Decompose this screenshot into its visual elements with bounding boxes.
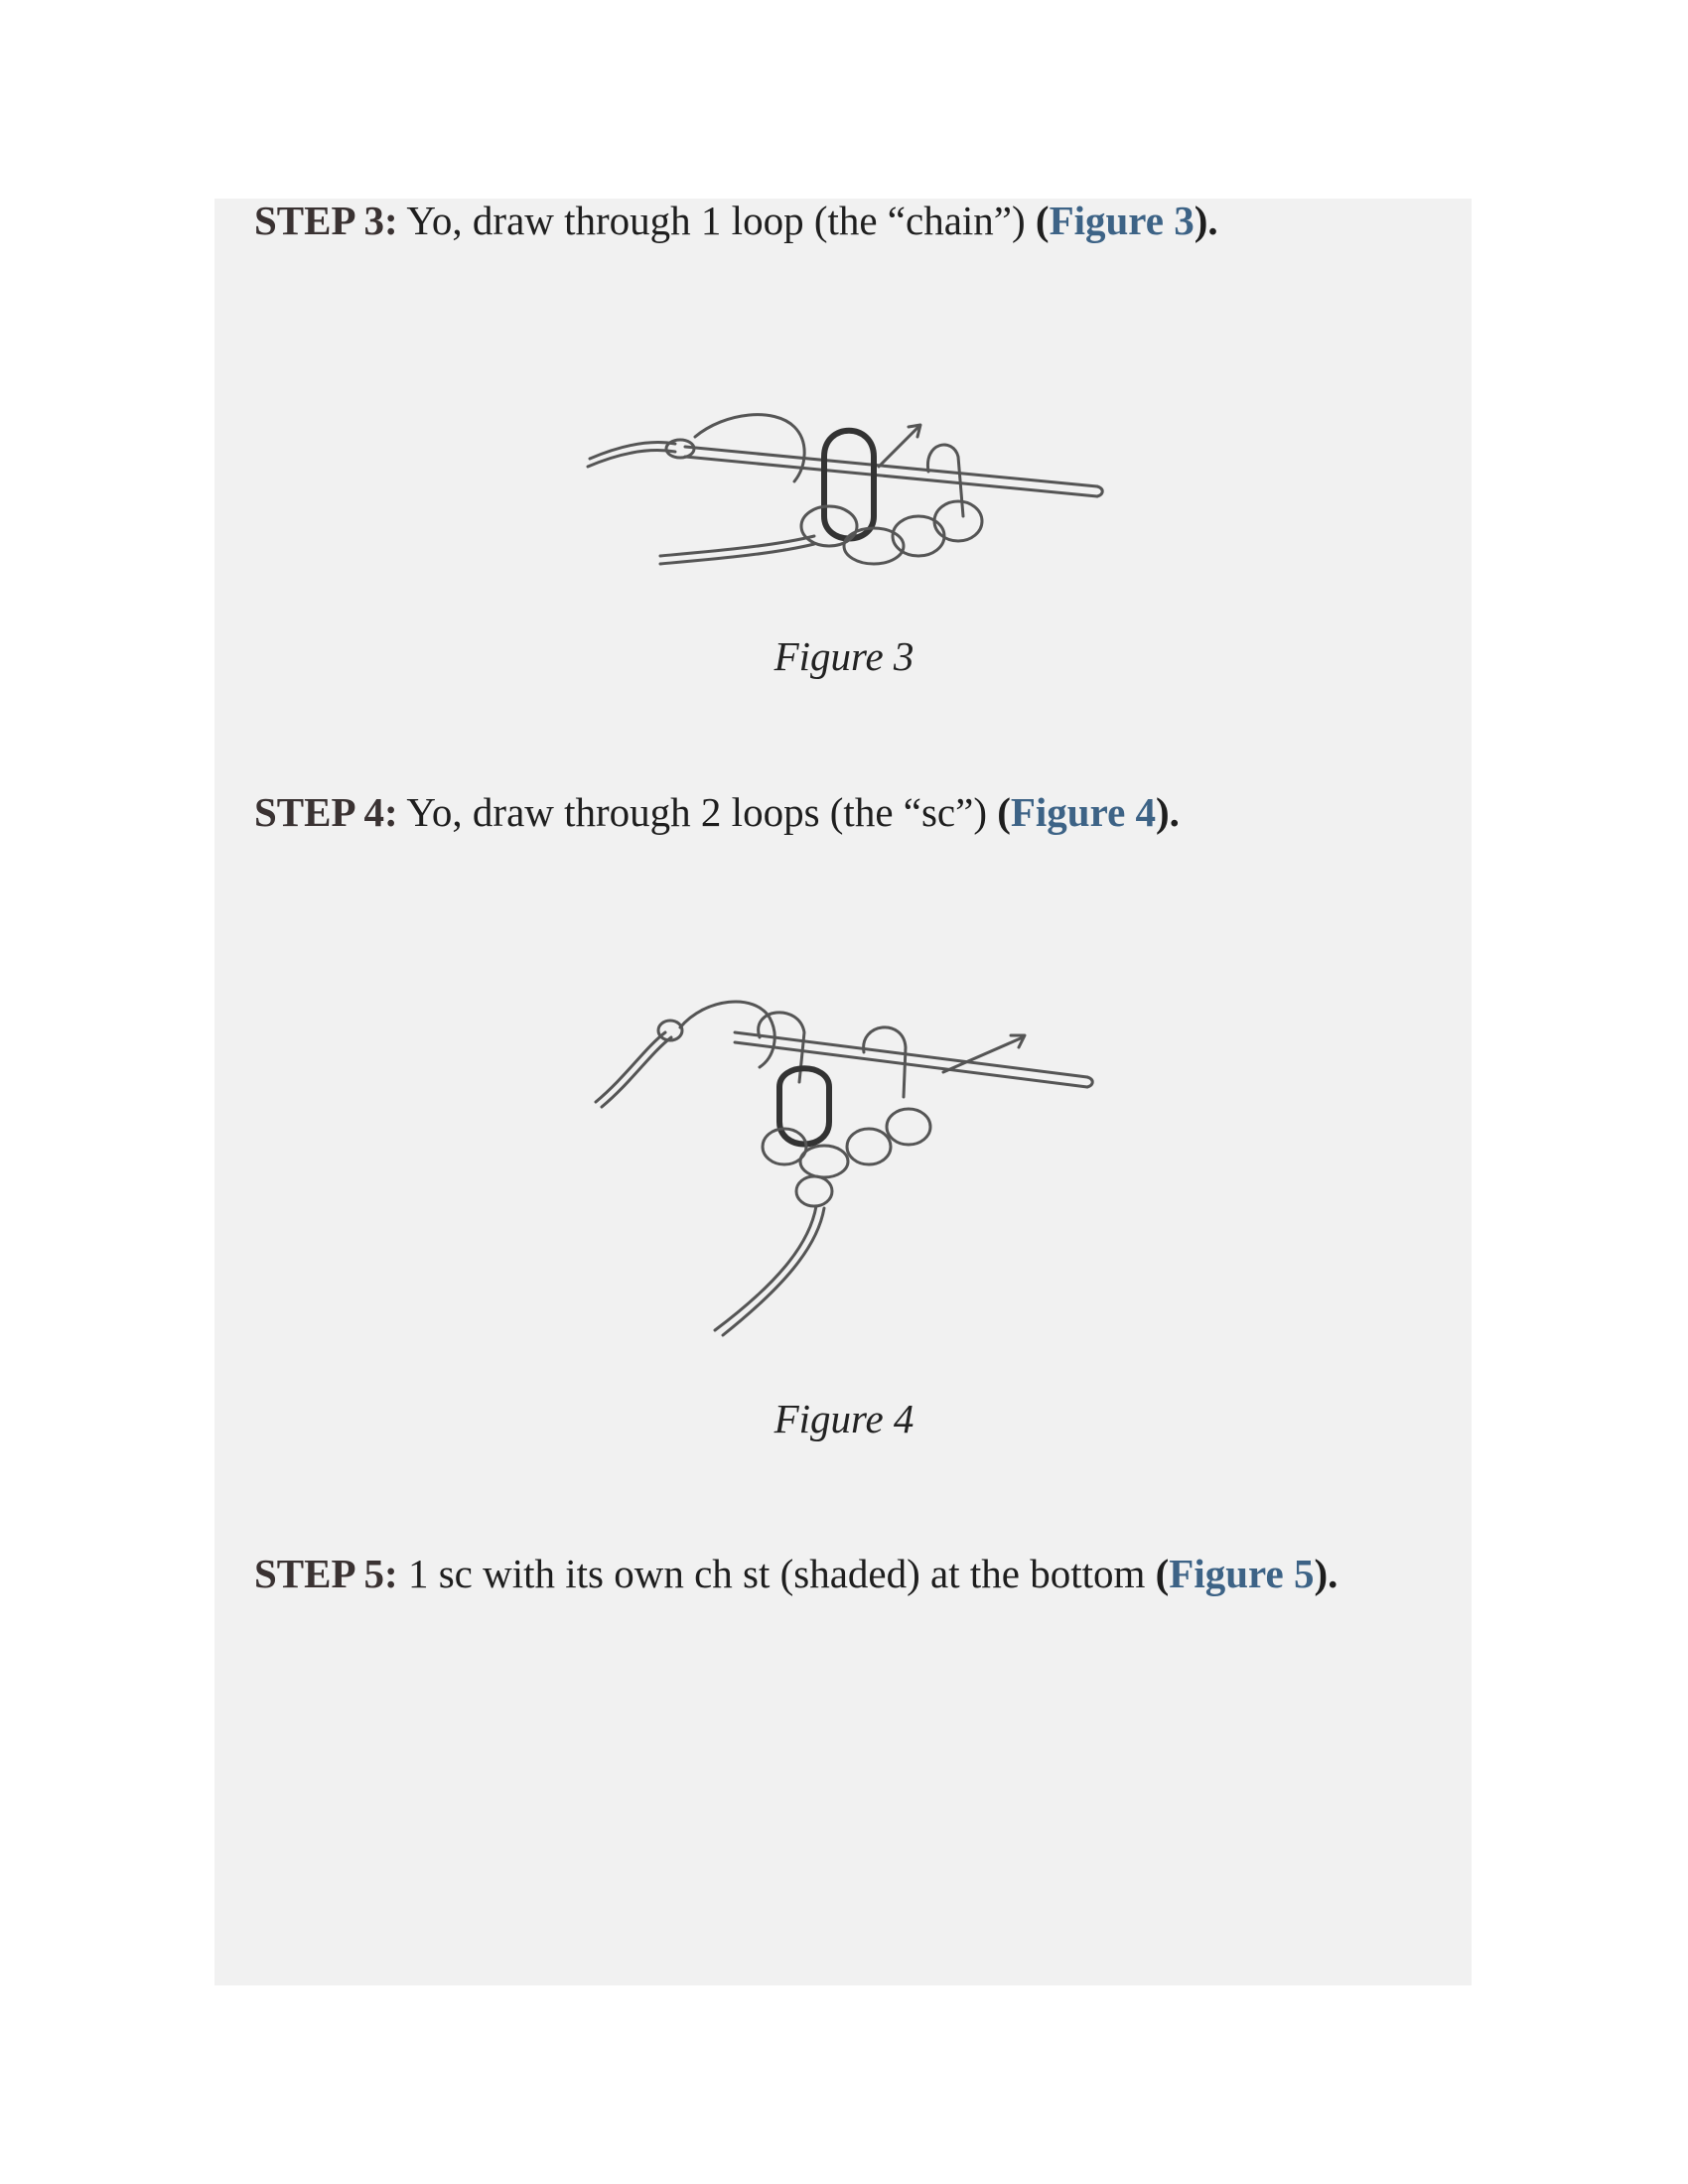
step-4-text: Yo, draw through 2 loops (the “sc”) (397, 789, 998, 835)
figure-4-caption: Figure 4 (774, 1396, 914, 1441)
step-4-instruction: STEP 4: Yo, draw through 2 loops (the “sc”) (Figure 4). (254, 789, 1180, 835)
step-3-instruction: STEP 3: Yo, draw through 1 loop (the “chain”) (Figure 3). (254, 198, 1218, 243)
step-3-label: STEP 3: (254, 198, 398, 243)
step-5-instruction: STEP 5: 1 sc with its own ch st (shaded) at the bottom (Figure 5). (254, 1551, 1338, 1596)
step-5-label: STEP 5: (254, 1551, 398, 1596)
figure-4-link[interactable]: Figure 4 (1010, 789, 1157, 835)
yarn-knot (666, 440, 694, 458)
figure-3-caption: Figure 3 (774, 633, 914, 679)
figure-3-link[interactable]: Figure 3 (1049, 198, 1195, 243)
step-3-text: Yo, draw through 1 loop (the “chain”) (397, 198, 1036, 243)
shaded-loop (824, 431, 874, 539)
figure-4-illustration (586, 988, 1102, 1355)
step-4-label: STEP 4: (254, 789, 398, 835)
figure-3-illustration (576, 397, 1112, 596)
figure-5-link[interactable]: Figure 5 (1169, 1551, 1315, 1596)
shaded-loop (779, 1068, 829, 1144)
step-5-text: 1 sc with its own ch st (shaded) at the bottom (397, 1551, 1156, 1596)
